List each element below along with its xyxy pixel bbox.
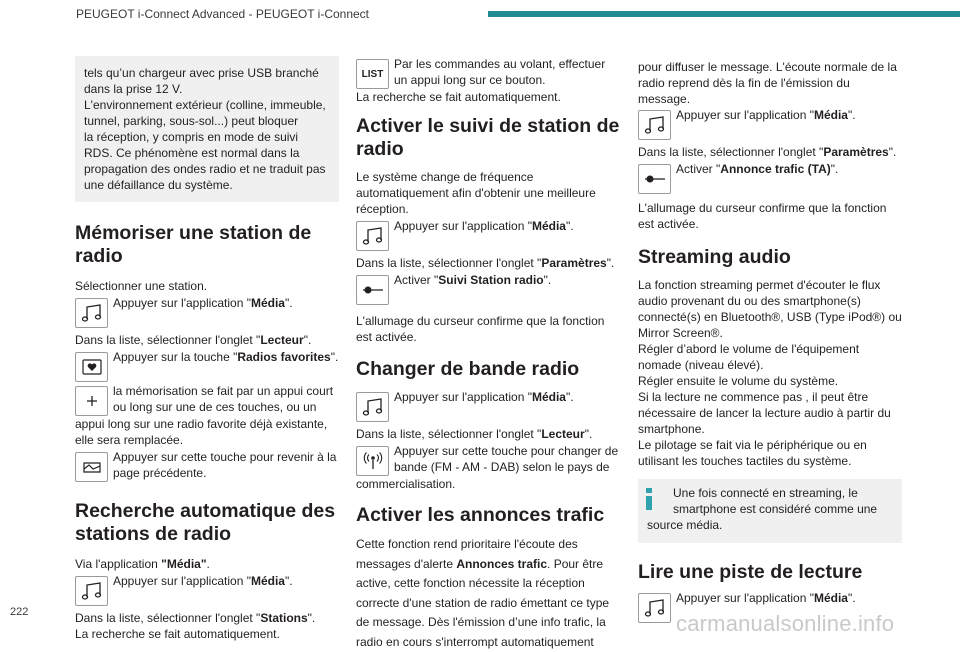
traffic-continuation: pour diffuser le message. L'écoute normale de la radio reprend dès la fin de l'émission du message. bbox=[638, 60, 897, 106]
tab-bold: Paramètres bbox=[823, 145, 889, 159]
plus-icon bbox=[75, 386, 108, 416]
step-bold: Radios favorites bbox=[237, 350, 331, 364]
list-button-icon: LIST bbox=[356, 59, 389, 89]
toggle-switch-icon bbox=[638, 164, 671, 194]
music-note-icon bbox=[75, 298, 108, 328]
tab-text: Dans la liste, sélectionner l'onglet " bbox=[356, 427, 542, 441]
step-text: Appuyer sur la touche " bbox=[113, 350, 238, 364]
page-number: 222 bbox=[10, 606, 29, 618]
tab-text: ". bbox=[303, 333, 312, 347]
tab-bold: Lecteur bbox=[260, 333, 304, 347]
follow-confirm: L'allumage du curseur confirme que la fonction est activée. bbox=[356, 314, 605, 344]
search-via: Via l'application bbox=[75, 557, 162, 571]
antenna-band-icon bbox=[356, 446, 389, 476]
step-toggle bbox=[356, 272, 620, 305]
step-text: Appuyer sur l'application " bbox=[676, 108, 814, 122]
step-text: Appuyer sur l'application " bbox=[676, 591, 814, 605]
traffic-confirm: L'allumage du curseur confirme que la fonction est activée. bbox=[638, 201, 887, 231]
step-text: ". bbox=[565, 219, 574, 233]
section-heading-search: Recherche automatique des stations de radio bbox=[75, 500, 336, 545]
step-band bbox=[356, 443, 620, 476]
section-heading-track: Lire une piste de lecture bbox=[638, 561, 863, 583]
search-via-bold: "Média" bbox=[161, 557, 207, 571]
music-note-icon bbox=[356, 392, 389, 422]
step-bold: Média bbox=[250, 296, 285, 310]
traffic-text: . Pour être active, cette fonction nécessite la réception correcte d'une station de radio émettant ce type de message. Dès l'émission d’une info trafic, la radio en cours s'interrompt automatiquement bbox=[356, 556, 610, 649]
music-note-icon bbox=[638, 110, 671, 140]
step-text: Par les commandes au volant, effectuer un appui long sur ce bouton. bbox=[394, 57, 606, 87]
note-line: une défaillance du système. bbox=[84, 178, 233, 192]
step-text: la mémorisation se fait par un appui court ou long sur une de ces touches, ou un bbox=[113, 384, 334, 414]
section-heading-stream: Streaming audio bbox=[638, 246, 791, 268]
step-text: ". bbox=[284, 296, 293, 310]
step-text: ". bbox=[847, 591, 856, 605]
note-line: L'environnement extérieur (colline, immeuble, bbox=[84, 98, 326, 112]
back-arrow-icon bbox=[75, 452, 108, 482]
step-favorites bbox=[75, 349, 339, 382]
step-bold: Média bbox=[813, 591, 848, 605]
note-box bbox=[75, 56, 339, 202]
note-line: dans la prise 12 V. bbox=[84, 82, 183, 96]
info-box bbox=[638, 479, 902, 543]
traffic-text: Cette fonction rend prioritaire l'écoute des messages d'alerte bbox=[356, 537, 578, 571]
step-bold: Média bbox=[531, 390, 566, 404]
step-bold: Annonce trafic (TA) bbox=[720, 162, 831, 176]
stream-line: Si la lecture ne commence pas , il peut être nécessaire de lancer la lecture audio à partir du smartphone. bbox=[638, 390, 891, 436]
stream-line: Le pilotage se fait via le périphérique ou en utilisant les touches tactiles du système. bbox=[638, 438, 867, 468]
step-media bbox=[638, 107, 902, 140]
step-text: Appuyer sur l'application " bbox=[394, 219, 532, 233]
column-2 bbox=[356, 56, 620, 652]
list-auto: La recherche se fait automatiquement. bbox=[356, 90, 561, 104]
section-heading-traffic: Activer les annonces trafic bbox=[356, 504, 605, 526]
tab-text: Dans la liste, sélectionner l'onglet " bbox=[75, 333, 261, 347]
tab-bold: Stations bbox=[260, 611, 308, 625]
search-via-end: . bbox=[206, 557, 210, 571]
heart-favorites-icon bbox=[75, 352, 108, 382]
step-bold: Média bbox=[250, 574, 285, 588]
step-continuation: commercialisation. bbox=[356, 477, 456, 491]
step-text: Appuyer sur cette touche pour revenir à la page précédente. bbox=[113, 450, 337, 480]
tab-text: Dans la liste, sélectionner l'onglet " bbox=[356, 256, 542, 270]
info-icon bbox=[646, 488, 652, 510]
step-text: Appuyer sur l'application " bbox=[394, 390, 532, 404]
tab-bold: Paramètres bbox=[541, 256, 607, 270]
step-continuation: appui long sur une radio favorite déjà existante, elle sera remplacée. bbox=[75, 417, 328, 447]
note-line: propagation des ondes radio et ne traduit pas bbox=[84, 162, 326, 176]
step-text: Appuyer sur l'application " bbox=[113, 574, 251, 588]
note-line: tels qu’un chargeur avec prise USB branché bbox=[84, 66, 319, 80]
traffic-bold: Annonces trafic bbox=[456, 556, 548, 571]
music-note-icon bbox=[75, 576, 108, 606]
step-text: ". bbox=[565, 390, 574, 404]
tab-bold: Lecteur bbox=[541, 427, 585, 441]
step-back bbox=[75, 449, 339, 482]
tab-text: ". bbox=[307, 611, 316, 625]
section-heading-memo: Mémoriser une station de radio bbox=[75, 222, 312, 267]
music-note-icon bbox=[356, 221, 389, 251]
step-media bbox=[356, 389, 620, 422]
stream-line: Régler ensuite le volume du système. bbox=[638, 374, 839, 388]
step-text: ". bbox=[543, 273, 552, 287]
step-text: Appuyer sur l'application " bbox=[113, 296, 251, 310]
step-add bbox=[75, 383, 339, 416]
info-text: Une fois connecté en streaming, le smartphone est considéré comme une bbox=[673, 486, 878, 516]
tab-text: Dans la liste, sélectionner l'onglet " bbox=[638, 145, 824, 159]
section-heading-band: Changer de bande radio bbox=[356, 358, 580, 380]
watermark: carmanualsonline.info bbox=[676, 611, 895, 636]
step-text: Activer " bbox=[676, 162, 721, 176]
step-text: ". bbox=[284, 574, 293, 588]
follow-intro: Le système change de fréquence automatiquement afin d'obtenir une meilleure réception. bbox=[356, 170, 596, 216]
stream-line: Régler d’abord le volume de l'équipement nomade (niveau élevé). bbox=[638, 342, 860, 372]
step-text: ". bbox=[330, 350, 339, 364]
step-text: Activer " bbox=[394, 273, 439, 287]
step-text: ". bbox=[830, 162, 839, 176]
tab-text: ". bbox=[888, 145, 897, 159]
music-note-icon bbox=[638, 593, 671, 623]
step-media bbox=[75, 573, 339, 606]
step-bold: Média bbox=[531, 219, 566, 233]
step-bold: Média bbox=[813, 108, 848, 122]
step-text: Appuyer sur cette touche pour changer de bande (FM - AM - DAB) selon le pays de bbox=[394, 444, 619, 474]
toggle-switch-icon bbox=[356, 275, 389, 305]
step-media bbox=[356, 218, 620, 251]
note-line: RDS. Ce phénomène est normal dans la bbox=[84, 146, 300, 160]
tab-text: Dans la liste, sélectionner l'onglet " bbox=[75, 611, 261, 625]
step-toggle bbox=[638, 161, 902, 194]
note-line: tunnel, parking, sous-sol...) peut bloquer bbox=[84, 114, 299, 128]
tab-text: ". bbox=[584, 427, 593, 441]
step-media bbox=[75, 295, 339, 328]
step-bold: Suivi Station radio bbox=[438, 273, 544, 287]
tab-text: ". bbox=[606, 256, 615, 270]
step-list bbox=[356, 56, 620, 89]
header-bar bbox=[488, 11, 960, 17]
info-text: source média. bbox=[647, 518, 723, 532]
column-1 bbox=[75, 46, 339, 642]
note-line: la réception, y compris en mode de suivi bbox=[84, 130, 299, 144]
step-text: ". bbox=[847, 108, 856, 122]
memo-intro: Sélectionner une station. bbox=[75, 279, 208, 293]
column-3 bbox=[638, 59, 902, 623]
stream-line: La fonction streaming permet d'écouter le flux audio provenant du ou des smartphone(s) connecté(s) en Bluetooth®, USB (Type iPod®) ou Mirror Screen®. bbox=[638, 278, 902, 340]
search-auto: La recherche se fait automatiquement. bbox=[75, 627, 280, 641]
section-heading-follow: Activer le suivi de station de radio bbox=[356, 115, 620, 160]
header-title: PEUGEOT i-Connect Advanced - PEUGEOT i-Connect bbox=[76, 7, 370, 21]
